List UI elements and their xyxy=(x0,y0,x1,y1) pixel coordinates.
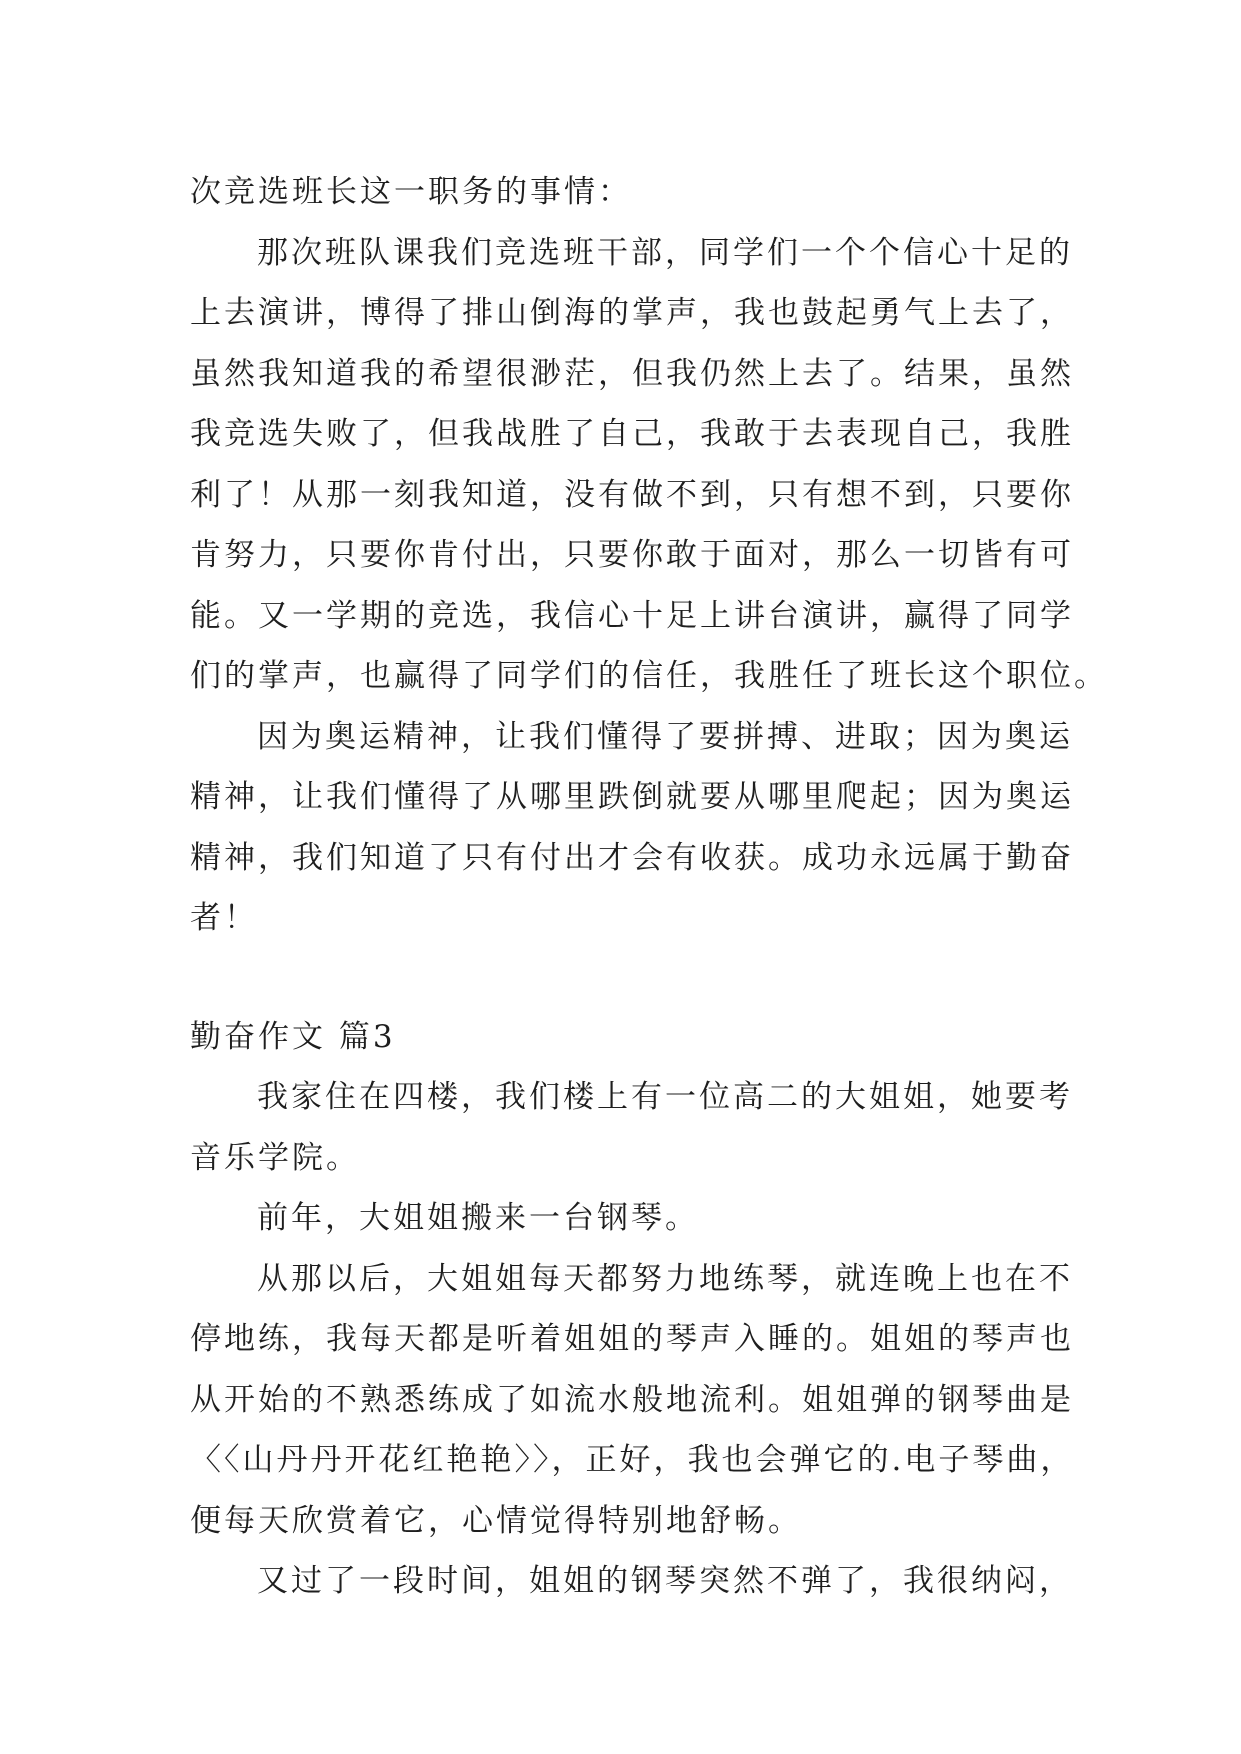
paragraph-line: 精神，让我们懂得了从哪里跌倒就要从哪里爬起；因为奥运 xyxy=(190,779,1074,815)
paragraph-line: 能。又一学期的竞选，我信心十足上讲台演讲，赢得了同学 xyxy=(190,597,1074,634)
paragraph-line: 又过了一段时间，姐姐的钢琴突然不弹了，我很纳闷， xyxy=(257,1563,1073,1599)
document-body xyxy=(190,162,1108,1612)
paragraph-line: 从开始的不熟悉练成了如流水般地流利。姐姐弹的钢琴曲是 xyxy=(190,1381,1074,1418)
paragraph-line: 精神，我们知道了只有付出才会有收获。成功永远属于勤奋 xyxy=(190,839,1074,876)
paragraph-line: 音乐学院。 xyxy=(190,1139,360,1176)
paragraph-line: 们的掌声，也赢得了同学们的信任，我胜任了班长这个职位。 xyxy=(190,658,1108,694)
paragraph-line: 前年，大姐姐搬来一台钢琴。 xyxy=(257,1200,699,1236)
section-gap xyxy=(190,949,1070,1007)
paragraph-line: 我竞选失败了，但我战胜了自己，我敢于去表现自己，我胜 xyxy=(190,416,1074,452)
paragraph-line: 利了！从那一刻我知道，没有做不到，只有想不到，只要你 xyxy=(190,476,1074,513)
paragraph-line: 那次班队课我们竞选班干部，同学们一个个信心十足的 xyxy=(257,234,1073,271)
paragraph-line: 虽然我知道我的希望很渺茫，但我仍然上去了。结果，虽然 xyxy=(190,355,1074,392)
paragraph-line: 次竞选班长这一职务的事情： xyxy=(190,174,632,210)
paragraph-line: 〈〈山丹丹开花红艳艳〉〉，正好，我也会弹它的.电子琴曲， xyxy=(190,1442,1075,1478)
paragraph-line: 因为奥运精神，让我们懂得了要拼搏、进取；因为奥运 xyxy=(257,718,1073,755)
essay-continuation xyxy=(190,162,1108,949)
essay-3-section xyxy=(190,1007,1075,1612)
section-heading: 勤奋作文 篇3 xyxy=(190,1018,396,1055)
paragraph-line: 上去演讲，博得了排山倒海的掌声，我也鼓起勇气上去了， xyxy=(190,295,1074,331)
paragraph-line: 肯努力，只要你肯付出，只要你敢于面对，那么一切皆有可 xyxy=(190,537,1074,573)
paragraph-line: 从那以后，大姐姐每天都努力地练琴，就连晚上也在不 xyxy=(257,1260,1073,1297)
paragraph-line: 便每天欣赏着它，心情觉得特别地舒畅。 xyxy=(190,1502,802,1539)
paragraph-line: 者！ xyxy=(190,900,258,936)
paragraph-line: 停地练，我每天都是听着姐姐的琴声入睡的。姐姐的琴声也 xyxy=(190,1321,1074,1357)
paragraph-line: 我家住在四楼，我们楼上有一位高二的大姐姐，她要考 xyxy=(257,1079,1073,1115)
